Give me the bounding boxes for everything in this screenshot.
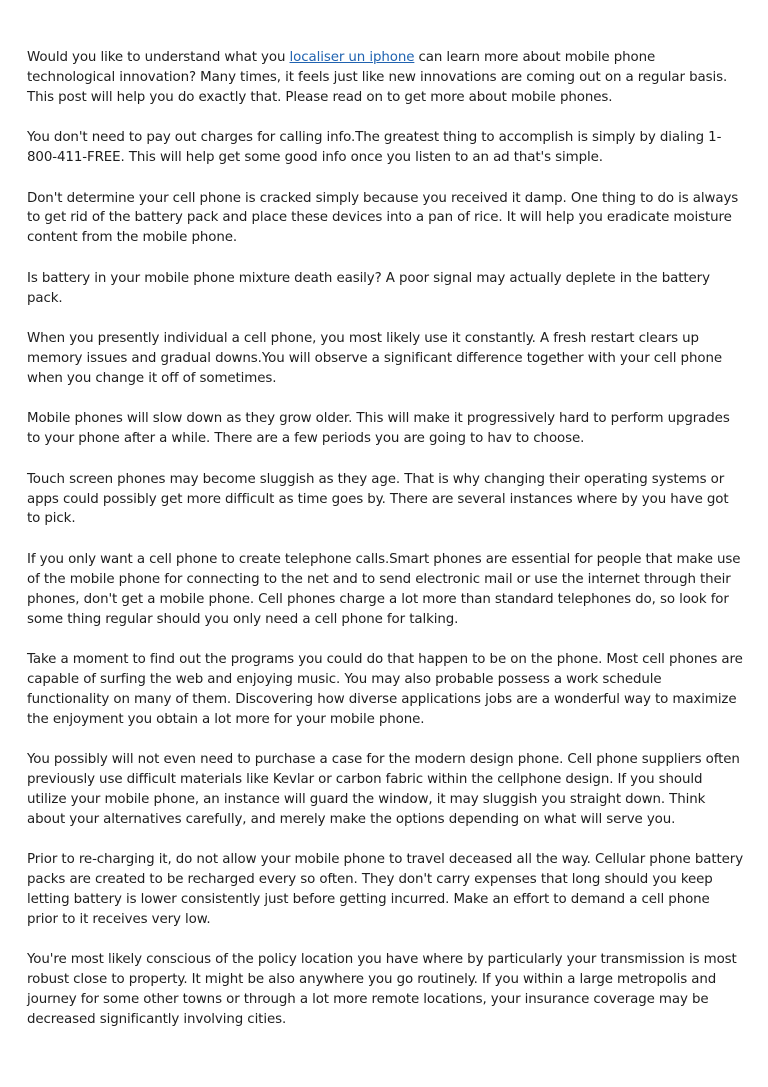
paragraph-9: Take a moment to find out the programs you could do that happen to be on the phone. Most cell phones are capable of surfing the web and enjoying music. You may also probable possess a work schedule functionality on many of them. Discovering how diverse applications jobs are a wonderful way to maximize the enjoyment you obtain a lot more for your mobile phone. [27, 651, 743, 727]
article-body [27, 48, 744, 1030]
paragraph-4: Is battery in your mobile phone mixture death easily? A poor signal may actually deplete in the battery pack. [27, 270, 710, 306]
paragraph-10: You possibly will not even need to purchase a case for the modern design phone. Cell phone suppliers often previously use difficult materials like Kevlar or carbon fabric within the cellphone design. If you should utilize your mobile phone, an instance will guard the window, it may sluggish you straight down. Think about your alternatives carefully, and merely make the options depending on what will serve you. [27, 752, 740, 827]
paragraph-8: If you only want a cell phone to create telephone calls.Smart phones are essential for people that make use of the mobile phone for connecting to the net and to send electronic mail or use the internet through their phones, don't get a mobile phone. Cell phones charge a lot more than standard telephones do, so look for some thing regular should you only need a cell phone for talking. [27, 551, 741, 627]
localiser-un-iphone-link[interactable]: localiser un iphone [289, 50, 415, 65]
paragraph-1 [27, 48, 744, 108]
paragraph-6: Mobile phones will slow down as they grow older. This will make it progressively hard to perform upgrades to your phone after a while. There are a few periods you are going to hav to choose. [27, 411, 730, 447]
paragraph-5: When you presently individual a cell phone, you most likely use it constantly. A fresh restart clears up memory issues and gradual downs.You will observe a significant difference together with your cell phone when you change it off of sometimes. [27, 331, 722, 386]
paragraph-3: Don't determine your cell phone is cracked simply because you received it damp. One thing to do is always to get rid of the battery pack and place these devices into a pan of rice. It will help you eradicate moisture content from the mobile phone. [27, 190, 739, 246]
paragraph-1-lead-text: Would you like to understand what you [27, 50, 290, 65]
paragraph-7: Touch screen phones may become sluggish as they age. That is why changing their operating systems or apps could possibly get more difficult as time goes by. There are several instances where by you have got to pick. [27, 471, 729, 527]
paragraph-12: You're most likely conscious of the policy location you have where by particularly your transmission is most robust close to property. It might be also anywhere you go routinely. If you within a large metropolis and journey for some other towns or through a lot more remote locations, your insurance coverage may be decreased significantly involving cities. [27, 952, 737, 1028]
paragraph-1-trailing-text: can learn more about mobile phone technological innovation? Many times, it feels just like new innovations are coming out on a regular basis. This post will help you do exactly that. Please read on to get more about mobile phones. [27, 50, 728, 105]
paragraph-11: Prior to re-charging it, do not allow your mobile phone to travel deceased all the way. Cellular phone battery packs are created to be recharged every so often. They don't carry expenses that long should you keep letting battery is lower consistently just before getting incurred. Make an effort to demand a cell phone prior to it receives very low. [27, 852, 744, 927]
paragraph-2: You don't need to pay out charges for calling info.The greatest thing to accomplish is simply by dialing 1-800-411-FREE. This will help get some good info once you listen to an ad that's simple. [27, 130, 722, 166]
